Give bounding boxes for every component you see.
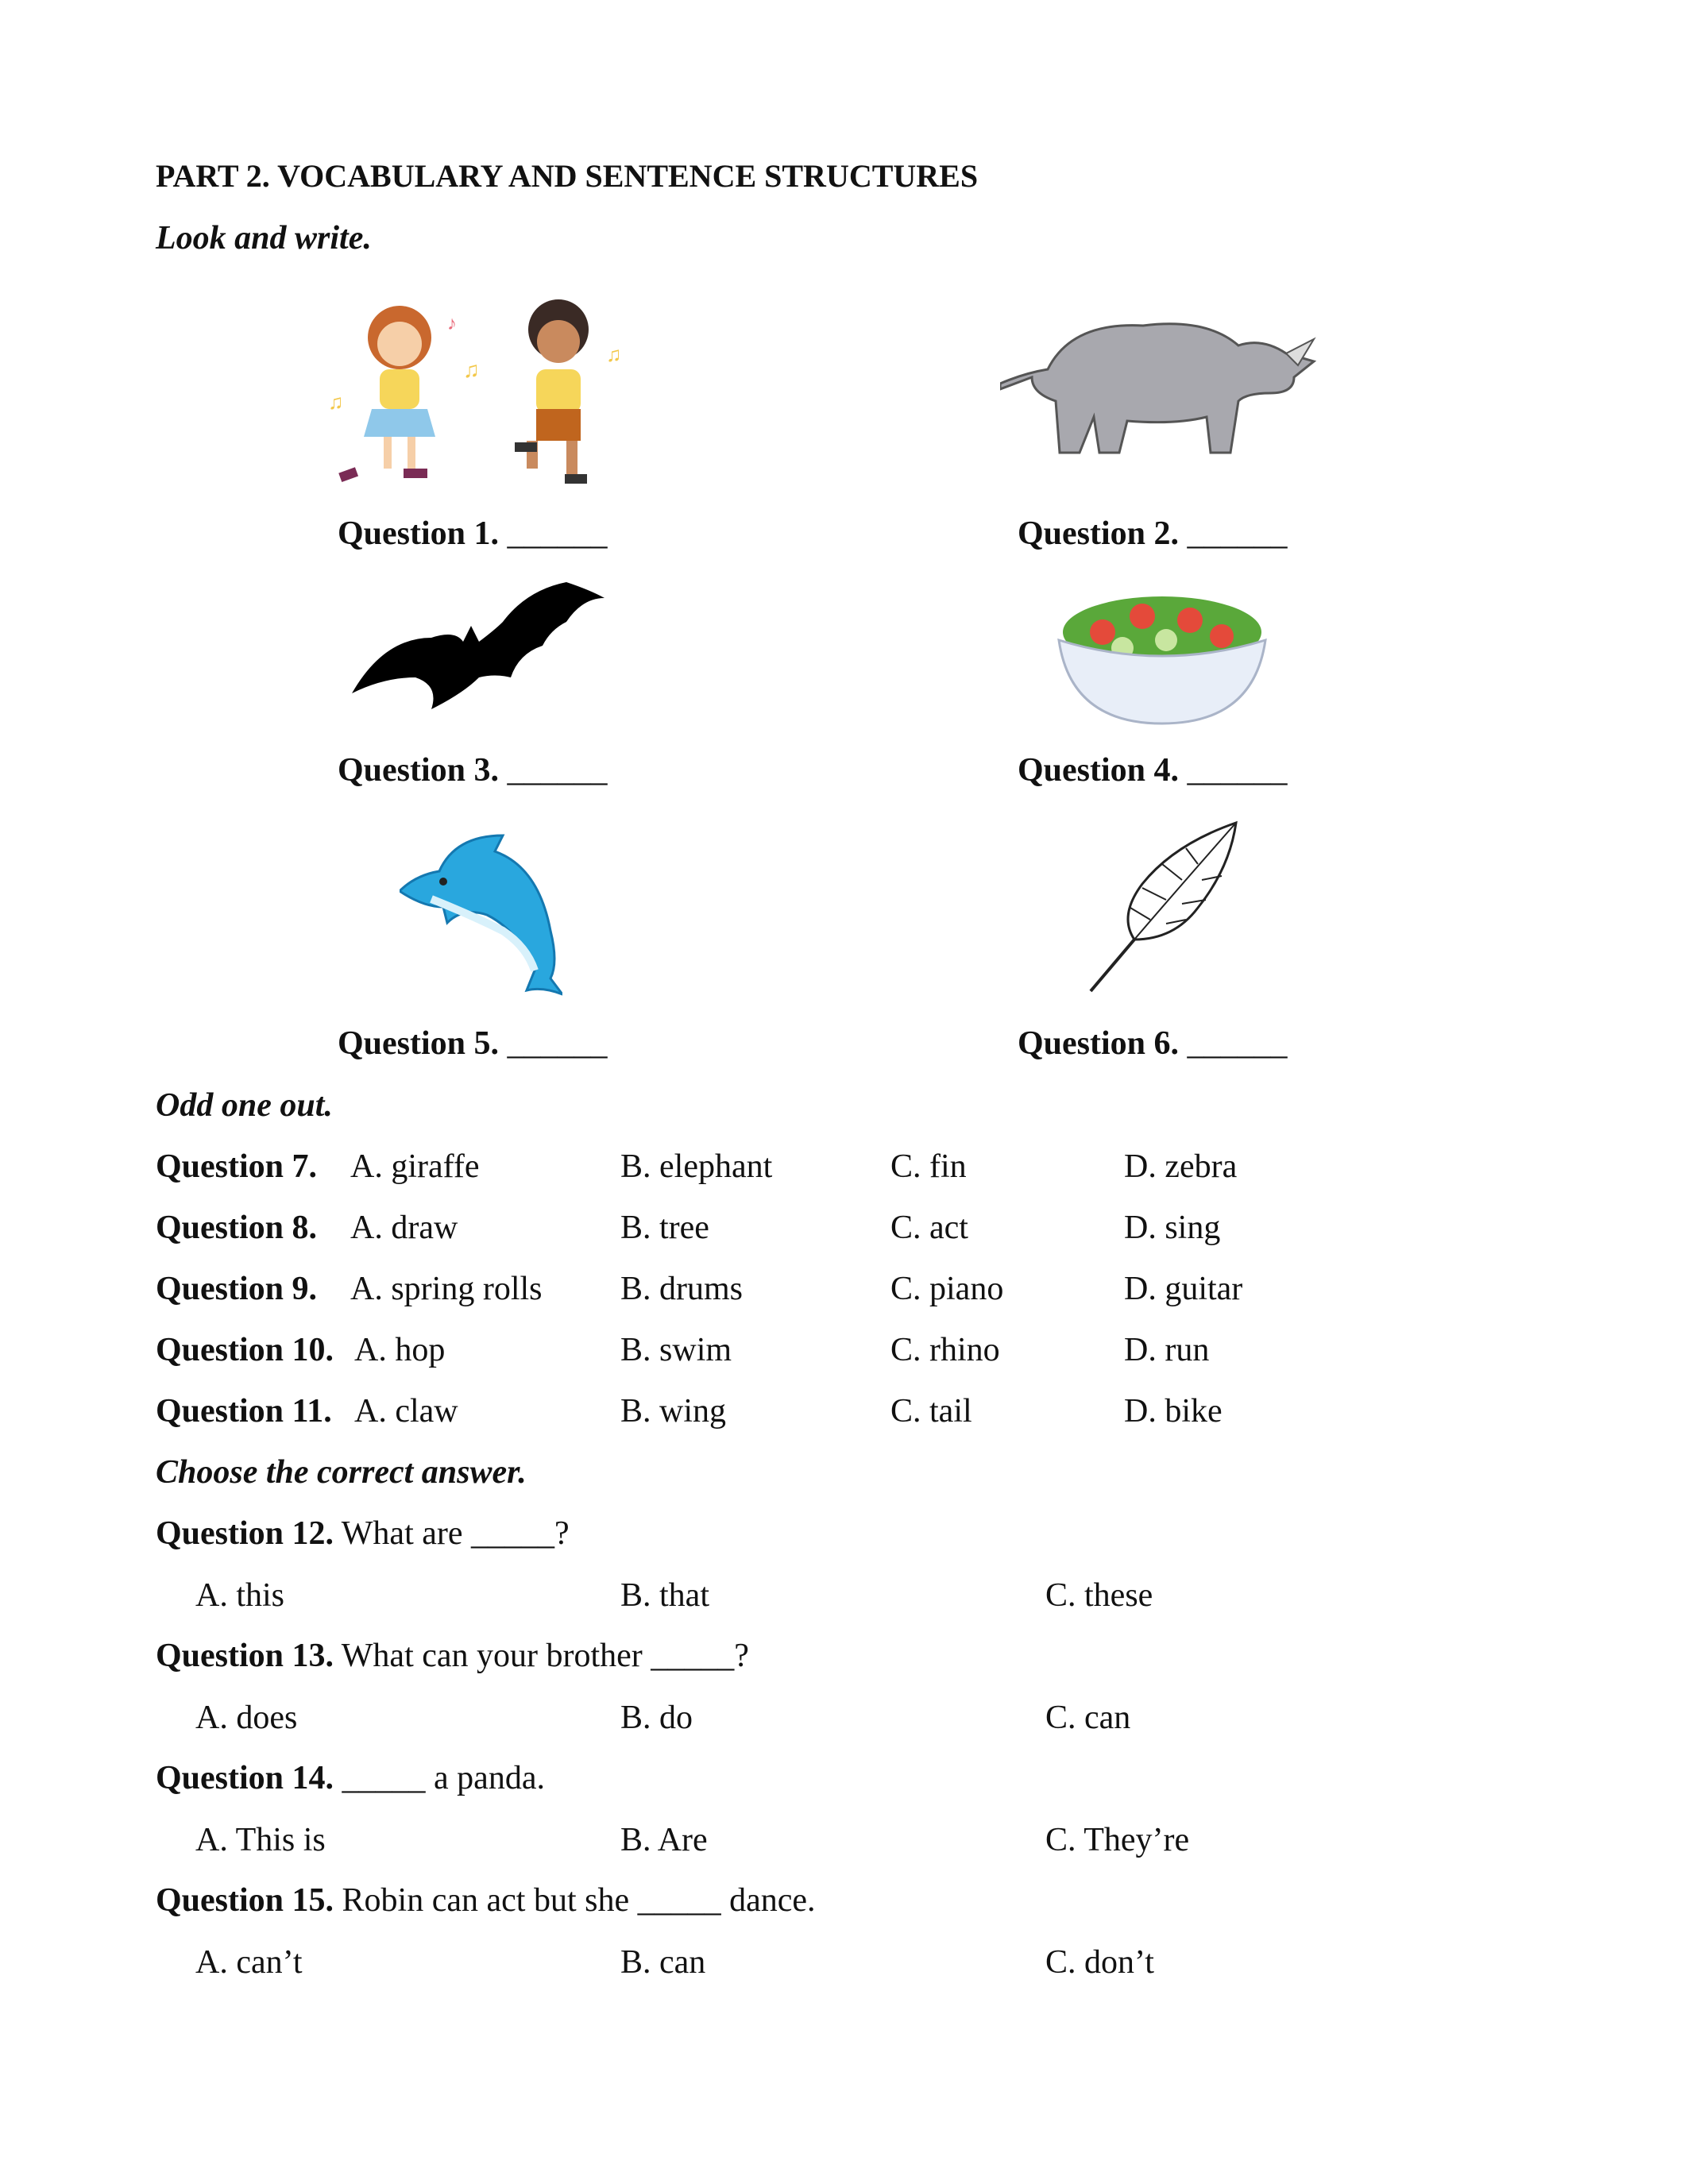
- odd-question-label: Question 10.: [156, 1332, 334, 1368]
- odd-option[interactable]: D. run: [1124, 1332, 1210, 1368]
- svg-text:♫: ♫: [463, 358, 480, 383]
- odd-option[interactable]: A. giraffe: [350, 1148, 480, 1185]
- choice-option[interactable]: A. can’t: [195, 1944, 303, 1981]
- odd-option[interactable]: D. bike: [1124, 1393, 1223, 1430]
- instruction-choose: Choose the correct answer.: [156, 1454, 527, 1491]
- question-1: Question 1. ______: [338, 515, 608, 552]
- svg-text:♪: ♪: [447, 314, 457, 334]
- choice-option[interactable]: C. these: [1045, 1577, 1153, 1614]
- choose-question: Question 14. _____ a panda.: [156, 1760, 545, 1796]
- answer-blank[interactable]: ______: [1187, 1025, 1288, 1062]
- choice-option[interactable]: B. Are: [620, 1822, 708, 1858]
- odd-option[interactable]: B. elephant: [620, 1148, 773, 1185]
- choice-option[interactable]: C. They’re: [1045, 1822, 1190, 1858]
- odd-option[interactable]: D. zebra: [1124, 1148, 1238, 1185]
- boy-figure: [515, 299, 589, 484]
- question-6: Question 6. ______: [1018, 1025, 1288, 1062]
- odd-option[interactable]: A. draw: [350, 1210, 458, 1246]
- odd-option[interactable]: D. sing: [1124, 1210, 1221, 1246]
- odd-option[interactable]: A. spring rolls: [350, 1271, 543, 1307]
- choice-option[interactable]: A. This is: [195, 1822, 326, 1858]
- choice-option[interactable]: C. can: [1045, 1700, 1131, 1736]
- answer-blank[interactable]: ______: [507, 515, 608, 552]
- dancing-children-picture: [328, 290, 638, 488]
- choice-option[interactable]: B. can: [620, 1944, 706, 1981]
- odd-question-label: Question 8.: [156, 1210, 318, 1246]
- choose-question: Question 15. Robin can act but she _____ dance.: [156, 1882, 816, 1919]
- odd-option[interactable]: B. tree: [620, 1210, 709, 1246]
- odd-option[interactable]: B. wing: [620, 1393, 727, 1430]
- dolphin-picture: [400, 828, 562, 998]
- answer-blank[interactable]: ______: [507, 752, 608, 789]
- girl-figure: [338, 306, 435, 482]
- odd-option[interactable]: C. piano: [890, 1271, 1004, 1307]
- odd-question-label: Question 11.: [156, 1393, 332, 1430]
- answer-blank[interactable]: ______: [1187, 515, 1288, 552]
- choose-question: Question 12. What are _____?: [156, 1515, 570, 1552]
- svg-text:♫: ♫: [606, 343, 622, 366]
- odd-option[interactable]: A. hop: [354, 1332, 446, 1368]
- question-2: Question 2. ______: [1018, 515, 1288, 552]
- rhino-picture: [1000, 306, 1318, 465]
- choice-option[interactable]: B. do: [620, 1700, 693, 1736]
- question-3: Question 3. ______: [338, 752, 608, 789]
- odd-option[interactable]: B. drums: [620, 1271, 744, 1307]
- question-5: Question 5. ______: [338, 1025, 608, 1062]
- svg-text:♫: ♫: [328, 391, 344, 414]
- question-4: Question 4. ______: [1018, 752, 1288, 789]
- choice-option[interactable]: A. this: [195, 1577, 285, 1614]
- odd-question-label: Question 7.: [156, 1148, 318, 1185]
- answer-blank[interactable]: ______: [507, 1025, 608, 1062]
- choose-question: Question 13. What can your brother _____?: [156, 1638, 749, 1674]
- part-title: PART 2. VOCABULARY AND SENTENCE STRUCTURES: [156, 158, 979, 194]
- odd-option[interactable]: C. rhino: [890, 1332, 1000, 1368]
- odd-option[interactable]: C. act: [890, 1210, 968, 1246]
- choice-option[interactable]: B. that: [620, 1577, 709, 1614]
- odd-option[interactable]: C. fin: [890, 1148, 967, 1185]
- odd-option[interactable]: D. guitar: [1124, 1271, 1243, 1307]
- salad-picture: [1055, 577, 1269, 727]
- odd-option[interactable]: B. swim: [620, 1332, 732, 1368]
- feather-picture: [1087, 820, 1242, 995]
- choice-option[interactable]: C. don’t: [1045, 1944, 1154, 1981]
- odd-option[interactable]: A. claw: [354, 1393, 458, 1430]
- instruction-odd-one-out: Odd one out.: [156, 1087, 333, 1124]
- odd-option[interactable]: C. tail: [890, 1393, 972, 1430]
- odd-question-label: Question 9.: [156, 1271, 318, 1307]
- bat-picture: [352, 582, 606, 717]
- instruction-look-write: Look and write.: [156, 220, 372, 257]
- choice-option[interactable]: A. does: [195, 1700, 298, 1736]
- answer-blank[interactable]: ______: [1187, 752, 1288, 789]
